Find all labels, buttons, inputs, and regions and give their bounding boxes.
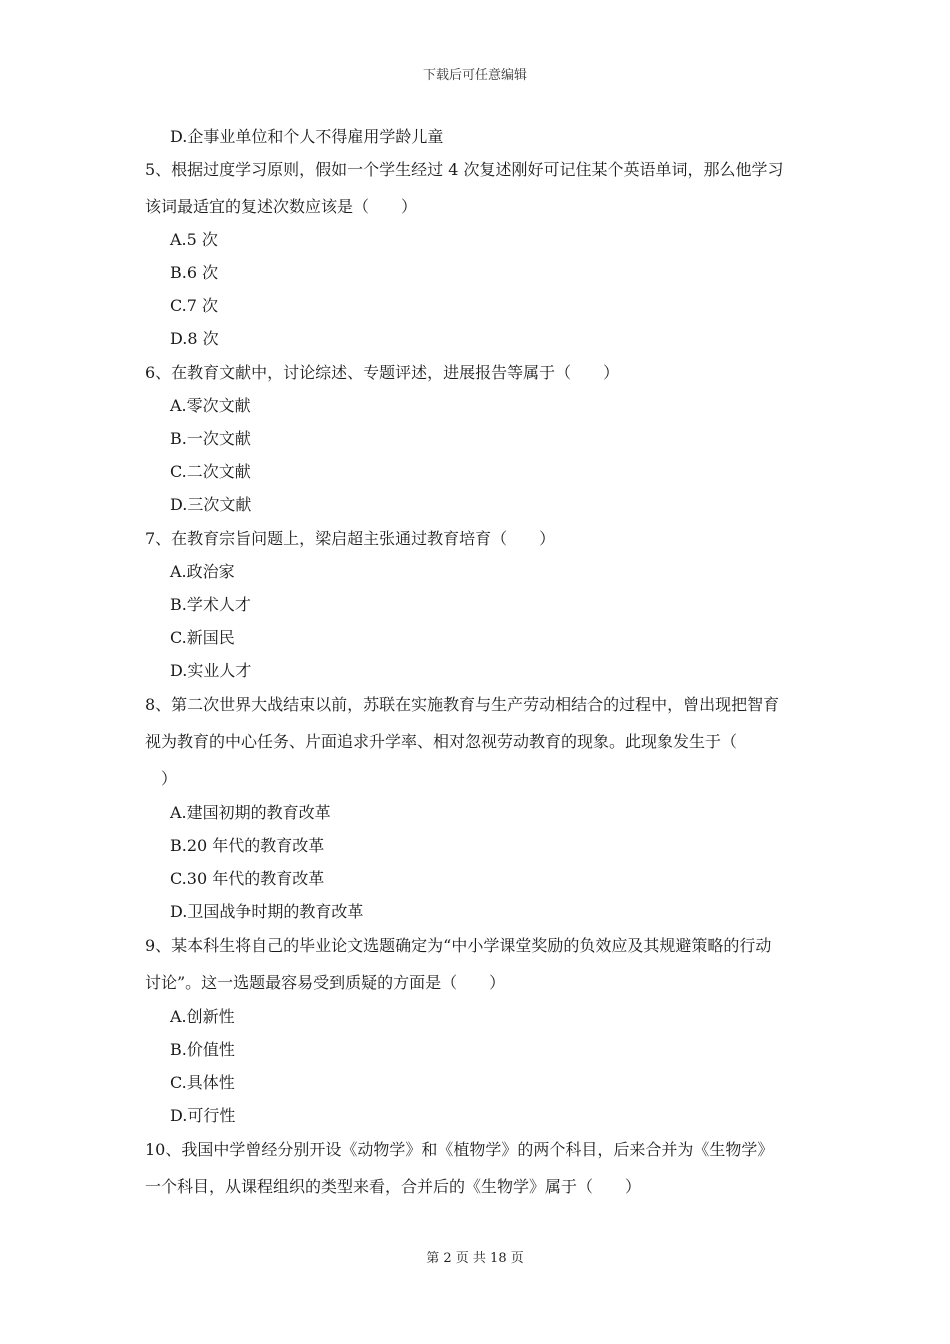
- answer-option: D.可行性: [170, 1106, 236, 1125]
- answer-option: C.30 年代的教育改革: [170, 869, 325, 888]
- answer-option: A.零次文献: [170, 396, 251, 415]
- answer-option: C.二次文献: [170, 462, 251, 481]
- answer-option: A.政治家: [170, 562, 235, 581]
- answer-option: B.一次文献: [170, 429, 251, 448]
- answer-option: C.新国民: [170, 628, 235, 647]
- question-text: 讨论”。这一选题最容易受到质疑的方面是（ ）: [145, 973, 506, 992]
- answer-option: B.价值性: [170, 1040, 235, 1059]
- answer-option: D.三次文献: [170, 495, 252, 514]
- answer-option: D.8 次: [170, 329, 219, 348]
- page-header: 下载后可任意编辑: [422, 68, 527, 83]
- page-footer: 第 2 页 共 18 页: [426, 1251, 524, 1266]
- answer-option: C.7 次: [170, 296, 219, 315]
- question-text: 视为教育的中心任务、片面追求升学率、相对忽视劳动教育的现象。此现象发生于（: [145, 732, 738, 751]
- question-text: 9、某本科生将自己的毕业论文选题确定为“中小学课堂奖励的负效应及其规避策略的行动: [145, 936, 772, 955]
- answer-option: D.实业人才: [170, 661, 252, 680]
- question-text: 该词最适宜的复述次数应该是（ ）: [145, 197, 418, 216]
- question-text: 7、在教育宗旨问题上，梁启超主张通过教育培育（ ）: [145, 529, 556, 548]
- answer-option: B.6 次: [170, 263, 219, 282]
- answer-option: A.创新性: [170, 1007, 235, 1026]
- answer-option: C.具体性: [170, 1073, 235, 1092]
- answer-option: A.建国初期的教育改革: [170, 803, 331, 822]
- question-text: 6、在教育文献中，讨论综述、专题评述，进展报告等属于（ ）: [145, 363, 620, 382]
- answer-option: D.卫国战争时期的教育改革: [170, 902, 364, 921]
- question-text: 10、我国中学曾经分别开设《动物学》和《植物学》的两个科目，后来合并为《生物学》: [145, 1140, 774, 1159]
- question-text: 8、第二次世界大战结束以前，苏联在实施教育与生产劳动相结合的过程中，曾出现把智育: [145, 695, 780, 714]
- question-text: 一个科目，从课程组织的类型来看，合并后的《生物学》属于（ ）: [145, 1177, 642, 1196]
- question-text: ）: [145, 769, 178, 788]
- answer-option: B.学术人才: [170, 595, 251, 614]
- answer-option: D.企事业单位和个人不得雇用学龄儿童: [170, 127, 444, 146]
- answer-option: A.5 次: [170, 230, 218, 249]
- question-text: 5、根据过度学习原则，假如一个学生经过 4 次复述刚好可记住某个英语单词，那么他学习: [145, 160, 784, 179]
- answer-option: B.20 年代的教育改革: [170, 836, 325, 855]
